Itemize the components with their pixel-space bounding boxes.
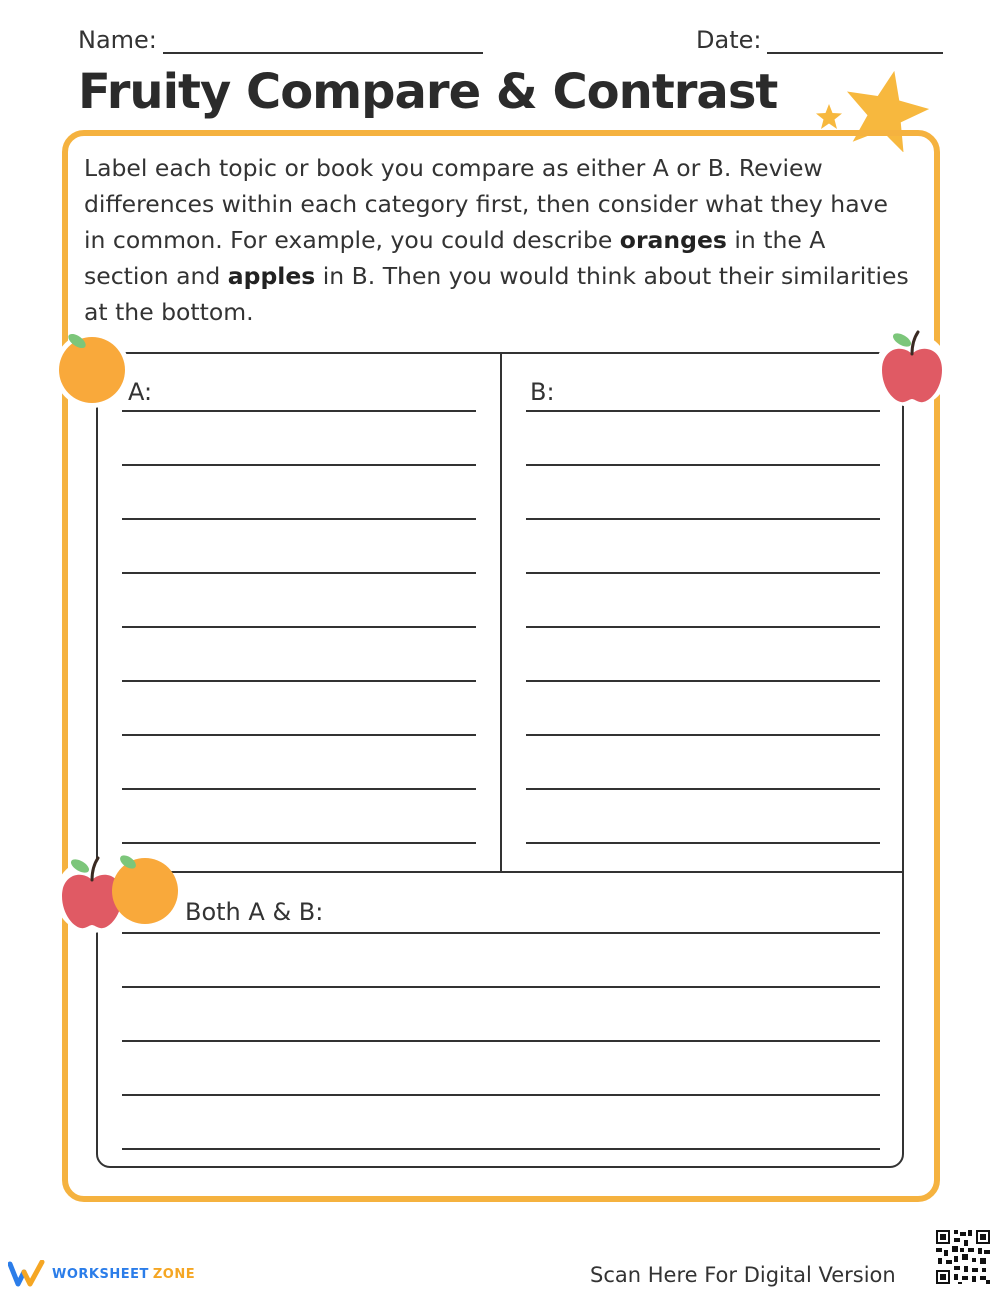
brand-name-secondary: ZONE	[152, 1266, 196, 1282]
writing-line-a-8[interactable]	[122, 788, 476, 790]
writing-line-b-7[interactable]	[526, 734, 880, 736]
name-field[interactable]	[78, 26, 483, 54]
apple-icon	[874, 324, 950, 408]
writing-line-a-7[interactable]	[122, 734, 476, 736]
writing-line-b-6[interactable]	[526, 680, 880, 682]
writing-line-b-2[interactable]	[526, 464, 880, 466]
orange-icon	[108, 848, 180, 928]
name-fill-line[interactable]	[163, 28, 483, 54]
writing-line-b-8[interactable]	[526, 788, 880, 790]
scan-instruction: Scan Here For Digital Version	[590, 1263, 896, 1287]
section-a-label: A:	[128, 378, 153, 406]
date-field[interactable]	[696, 26, 943, 54]
page-title: Fruity Compare & Contrast	[78, 64, 778, 120]
writing-line-b-4[interactable]	[526, 572, 880, 574]
writing-line-both-2[interactable]	[122, 986, 880, 988]
keyword-apples: apples	[227, 262, 316, 290]
writing-line-b-9[interactable]	[526, 842, 880, 844]
writing-line-both-4[interactable]	[122, 1094, 880, 1096]
worksheet-zone-logo-icon	[8, 1260, 46, 1288]
column-divider	[500, 352, 502, 872]
writing-line-a-9[interactable]	[122, 842, 476, 844]
writing-line-a-1[interactable]	[122, 410, 476, 412]
instructions-text: Label each topic or book you compare as either A or B. Review differences within each category first, then consider what they have in common. For example, you could describe oranges in the A section and apples in B. Then you would think about their similarities at the bottom.	[84, 154, 909, 326]
writing-line-b-5[interactable]	[526, 626, 880, 628]
name-label: Name:	[78, 26, 157, 54]
writing-line-both-5[interactable]	[122, 1148, 880, 1150]
section-b-label: B:	[530, 378, 555, 406]
writing-line-a-5[interactable]	[122, 626, 476, 628]
writing-line-both-1[interactable]	[122, 932, 880, 934]
section-divider	[96, 871, 904, 873]
writing-line-a-6[interactable]	[122, 680, 476, 682]
writing-line-b-1[interactable]	[526, 410, 880, 412]
section-both-label: Both A & B:	[185, 898, 324, 926]
date-fill-line[interactable]	[767, 28, 943, 54]
writing-line-a-4[interactable]	[122, 572, 476, 574]
date-label: Date:	[696, 26, 762, 54]
qr-code-icon[interactable]	[934, 1228, 992, 1286]
writing-line-a-3[interactable]	[122, 518, 476, 520]
brand-name-primary: WORKSHEET	[52, 1266, 149, 1282]
worksheet-zone-logo[interactable]	[8, 1260, 195, 1288]
writing-line-a-2[interactable]	[122, 464, 476, 466]
keyword-oranges: oranges	[619, 226, 727, 254]
small-star-icon	[814, 102, 844, 132]
writing-line-b-3[interactable]	[526, 518, 880, 520]
orange-icon	[52, 326, 132, 410]
writing-line-both-3[interactable]	[122, 1040, 880, 1042]
